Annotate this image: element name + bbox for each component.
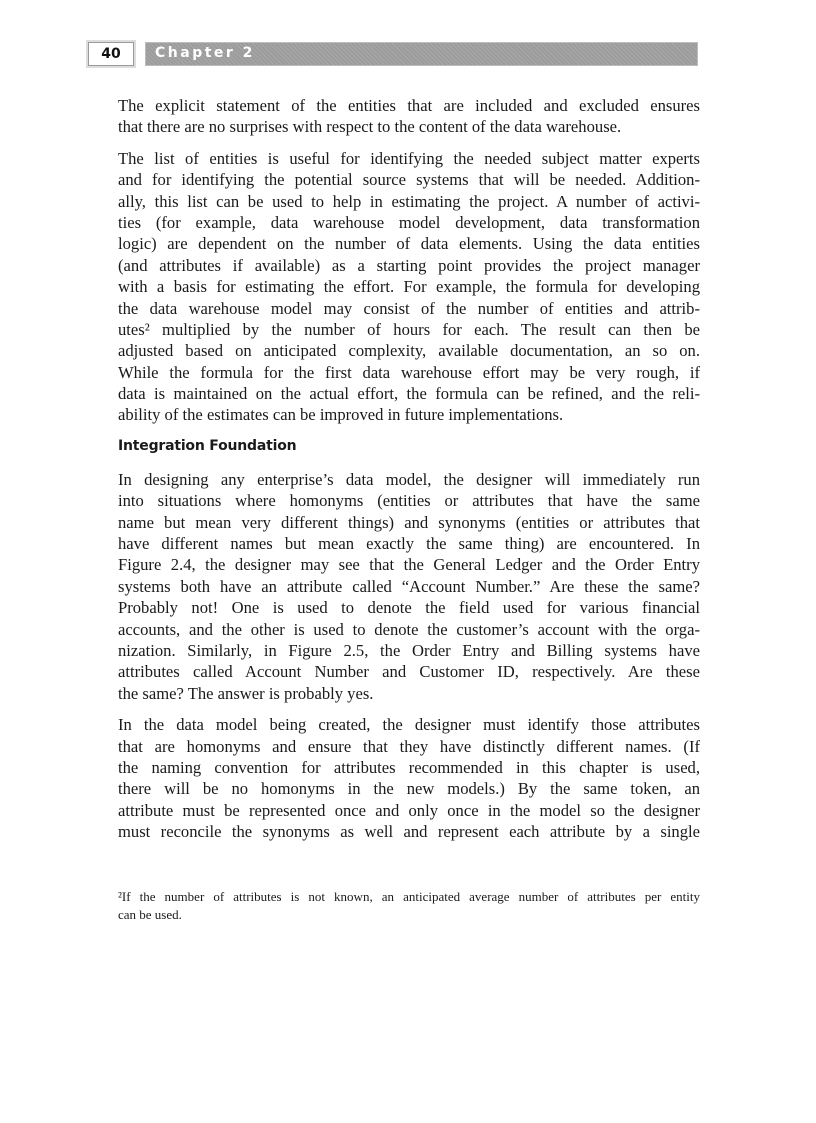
- text-line: ties (for example, data warehouse model development, data transformation: [118, 212, 700, 232]
- paragraph: [118, 714, 700, 842]
- chapter-title: Chapter 2: [155, 45, 255, 61]
- text-line: systems both have an attribute called “Account Number.” Are these the same?: [118, 576, 700, 596]
- body-text: [118, 95, 700, 853]
- paragraph: [118, 148, 700, 426]
- text-line: name but mean very different things) and synonyms (entities or attributes that: [118, 512, 700, 532]
- text-line: that are homonyms and ensure that they have distinctly different names. (If: [118, 736, 700, 756]
- text-line: The explicit statement of the entities that are included and excluded ensures: [118, 96, 700, 115]
- text-line: While the formula for the first data warehouse effort may be very rough, if: [118, 362, 700, 382]
- text-line: attribute must be represented once and only once in the model so the designer: [118, 800, 700, 820]
- text-line: ability of the estimates can be improved in future implementations.: [118, 405, 564, 425]
- text-line: utes² multiplied by the number of hours for each. The result can then be: [118, 319, 700, 339]
- text-line: data is maintained on the actual effort, the formula can be refined, and the reli-: [118, 384, 700, 404]
- text-line: the same? The answer is probably yes.: [118, 683, 374, 703]
- text-line: The list of entities is useful for identifying the needed subject matter experts: [118, 148, 700, 168]
- text-line: (and attributes if available) as a starting point provides the project manager: [118, 255, 700, 275]
- text-line: the naming convention for attributes recommended in this chapter is used,: [118, 757, 700, 777]
- text-line: attributes called Account Number and Customer ID, respectively. Are these: [118, 662, 700, 682]
- text-line: that there are no surprises with respect to the content of the data warehouse.: [118, 117, 622, 137]
- text-line: nization. Similarly, in Figure 2.5, the Order Entry and Billing systems have: [118, 640, 700, 660]
- chapter-header-bar: [145, 42, 698, 66]
- text-line: with a basis for estimating the effort. For example, the formula for developing: [118, 277, 700, 297]
- paragraph: [118, 95, 700, 138]
- text-line: and for identifying the potential source systems that will be needed. Addition-: [118, 170, 700, 190]
- section-heading: Integration Foundation: [118, 437, 297, 454]
- text-line: there will be no homonyms in the new models.) By the same token, an: [118, 779, 700, 799]
- text-line: adjusted based on anticipated complexity, available documentation, an so on.: [118, 341, 700, 361]
- text-line: into situations where homonyms (entities or attributes that have the same: [118, 491, 700, 511]
- page-number: 40: [88, 42, 134, 66]
- text-line: Probably not! One is used to denote the field used for various financial: [118, 598, 700, 618]
- text-line: the data warehouse model may consist of the number of entities and attrib-: [118, 298, 700, 318]
- text-line: Figure 2.4, the designer may see that the General Ledger and the Order Entry: [118, 555, 700, 575]
- text-line: In designing any enterprise’s data model, the designer will immediately run: [118, 469, 700, 489]
- paragraph: [118, 469, 700, 704]
- text-line: must reconcile the synonyms as well and represent each attribute by a single: [118, 822, 700, 842]
- text-line: accounts, and the other is used to denote the customer’s account with the orga-: [118, 619, 700, 639]
- footnote-line: can be used.: [118, 907, 182, 922]
- text-line: ally, this list can be used to help in estimating the project. A number of activi-: [118, 191, 700, 211]
- footnote: [118, 888, 700, 924]
- text-line: have different names but mean exactly the same thing) are encountered. In: [118, 534, 700, 554]
- footnote-line: ²If the number of attributes is not known, an anticipated average number of attributes per entity: [118, 889, 700, 904]
- text-line: logic) are dependent on the number of data elements. Using the data entities: [118, 234, 700, 254]
- text-line: In the data model being created, the designer must identify those attributes: [118, 715, 700, 735]
